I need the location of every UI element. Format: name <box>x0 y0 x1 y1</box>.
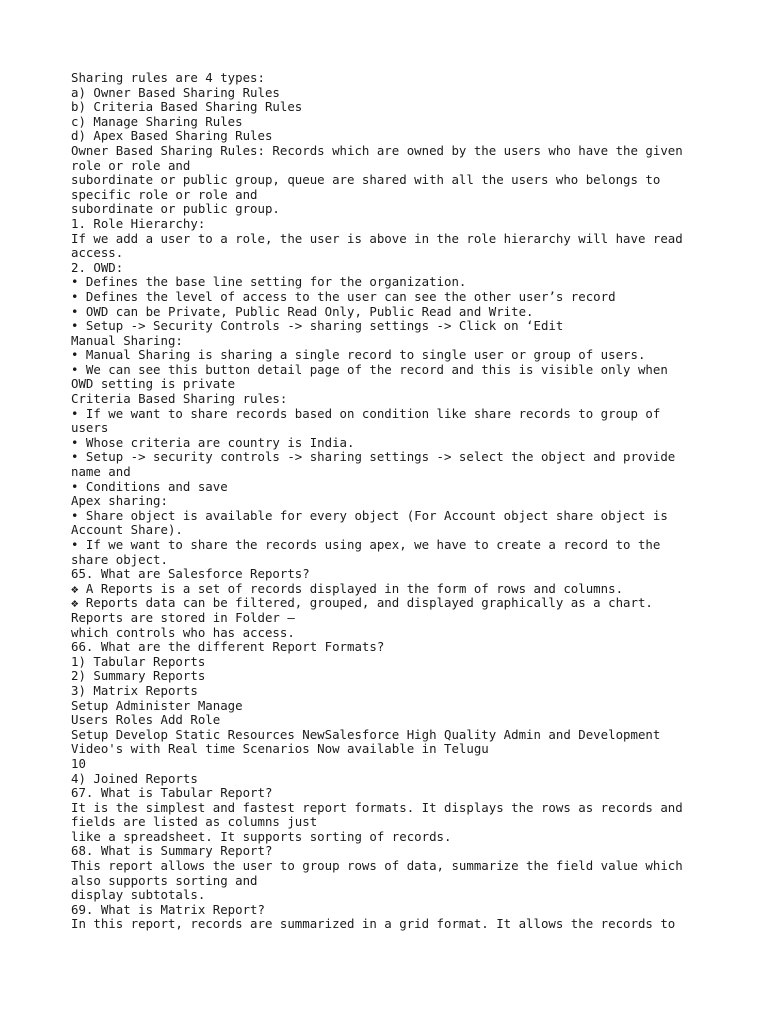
text-line: • If we want to share the records using apex, we have to create a record to the <box>71 537 661 552</box>
text-line: OWD setting is private <box>71 376 236 392</box>
text-line: display subtotals. <box>71 887 206 903</box>
text-line: Setup Develop Static Resources NewSalesforce High Quality Admin and Development <box>71 726 661 742</box>
text-line: share object. <box>71 551 168 567</box>
text-line: 1. Role Hierarchy: <box>71 215 206 231</box>
text-line: a) Owner Based Sharing Rules <box>71 84 280 100</box>
text-line: subordinate or public group, queue are shared with all the users who belongs to <box>71 172 661 188</box>
text-line: 66. What are the different Report Formats? <box>71 639 385 655</box>
text-line: name and <box>71 464 131 480</box>
text-line: ❖ Reports data can be filtered, grouped, and displayed graphically as a chart. <box>71 595 653 611</box>
text-line: 3) Matrix Reports <box>71 682 198 698</box>
text-line: Setup Administer Manage <box>71 697 243 713</box>
text-line: 1) Tabular Reports <box>71 653 206 669</box>
text-line: • Conditions and save <box>71 478 228 494</box>
text-line: 68. What is Summary Report? <box>71 843 273 859</box>
text-line: also supports sorting and <box>71 872 258 888</box>
text-line: subordinate or public group. <box>71 201 280 217</box>
text-line: Manual Sharing: <box>71 332 183 348</box>
text-line: Apex sharing: <box>71 493 168 509</box>
text-line: This report allows the user to group rows of data, summarize the field value which <box>71 858 683 874</box>
text-line: Criteria Based Sharing rules: <box>71 391 288 407</box>
text-line: • Setup -> Security Controls -> sharing settings -> Click on ‘Edit <box>71 318 564 334</box>
text-line: role or role and <box>71 157 191 173</box>
text-line: c) Manage Sharing Rules <box>71 113 243 129</box>
text-line: 69. What is Matrix Report? <box>71 901 265 917</box>
document-text <box>71 71 711 932</box>
text-line: users <box>71 420 109 436</box>
text-line: • Whose criteria are country is India. <box>71 434 355 450</box>
text-line: • Share object is available for every object (For Account object share object is <box>71 507 668 523</box>
text-line: 65. What are Salesforce Reports? <box>71 566 310 582</box>
text-line: fields are listed as columns just <box>71 814 318 830</box>
text-line: which controls who has access. <box>71 624 295 640</box>
text-line: access. <box>71 245 124 261</box>
text-line: • OWD can be Private, Public Read Only, Public Read and Write. <box>71 303 534 319</box>
text-line: Sharing rules are 4 types: <box>71 70 265 85</box>
text-line: Account Share). <box>71 522 183 538</box>
text-line: ❖ A Reports is a set of records displayed in the form of rows and columns. <box>71 580 624 596</box>
text-line: • Manual Sharing is sharing a single record to single user or group of users. <box>71 347 646 363</box>
text-line: If we add a user to a role, the user is above in the role hierarchy will have read <box>71 230 683 246</box>
text-line: d) Apex Based Sharing Rules <box>71 128 273 144</box>
text-line: • If we want to share records based on condition like share records to group of <box>71 405 661 421</box>
text-line: • Defines the level of access to the user can see the other user’s record <box>71 288 616 304</box>
text-line: specific role or role and <box>71 186 258 202</box>
text-line: Video's with Real time Scenarios Now available in Telugu <box>71 741 489 757</box>
text-line: 2. OWD: <box>71 259 124 275</box>
text-line: Reports are stored in Folder – <box>71 609 295 625</box>
text-line: 10 <box>71 755 86 771</box>
text-line: • Defines the base line setting for the organization. <box>71 274 467 290</box>
text-line: 2) Summary Reports <box>71 668 206 684</box>
text-line: b) Criteria Based Sharing Rules <box>71 99 303 115</box>
text-line: 4) Joined Reports <box>71 770 198 786</box>
text-line: Owner Based Sharing Rules: Records which are owned by the users who have the given <box>71 142 683 158</box>
text-line: like a spreadsheet. It supports sorting of records. <box>71 828 452 844</box>
text-line: 67. What is Tabular Report? <box>71 785 273 801</box>
text-line: • We can see this button detail page of the record and this is visible only when <box>71 361 668 377</box>
text-line: It is the simplest and fastest report formats. It displays the rows as records and <box>71 799 683 815</box>
text-line: Users Roles Add Role <box>71 712 221 728</box>
text-line: • Setup -> security controls -> sharing settings -> select the object and provide <box>71 449 676 465</box>
text-line: In this report, records are summarized in a grid format. It allows the records to <box>71 916 676 932</box>
